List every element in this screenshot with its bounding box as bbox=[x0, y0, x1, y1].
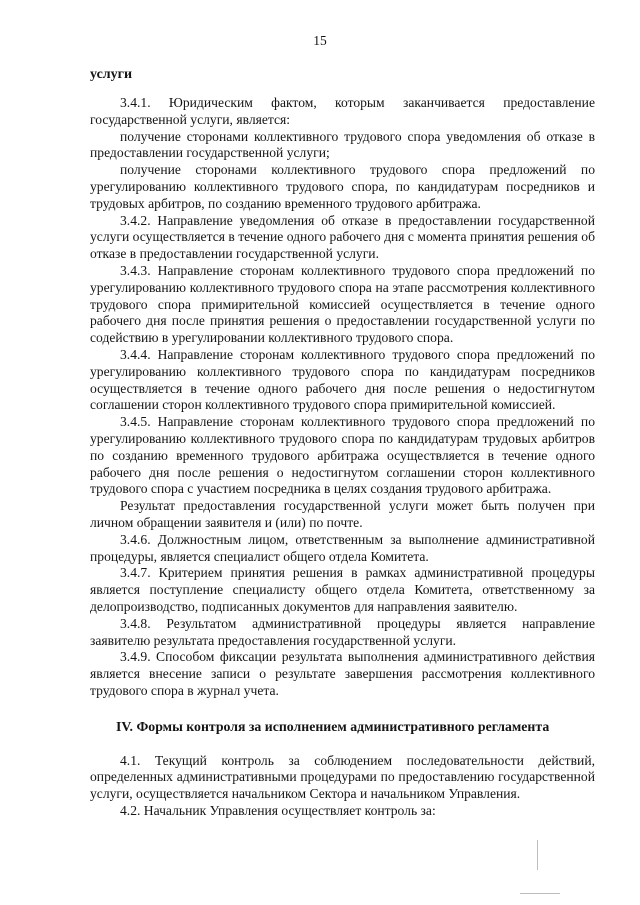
paragraph-3-4-1: 3.4.1. Юридическим фактом, которым заканчивается предоставление государственной услуги, является: bbox=[90, 95, 595, 127]
paragraph-3-4-9: 3.4.9. Способом фиксации результата выполнения административного действия является внесение записи о результате завершения рассмотрения коллективного трудового спора в журнал учета. bbox=[90, 649, 595, 698]
scan-artifact-line-bottom bbox=[520, 893, 560, 894]
paragraph-result: Результат предоставления государственной услуги может быть получен при личном обращении заявителя и (или) по почте. bbox=[90, 498, 595, 530]
paragraph-3-4-7: 3.4.7. Критерием принятия решения в рамках административной процедуры является поступление специалисту общего отдела Комитета, ответственному за делопроизводство, подписанных документов для направления заявителю. bbox=[90, 565, 595, 614]
continued-heading: услуги bbox=[90, 67, 133, 82]
paragraph-3-4-6: 3.4.6. Должностным лицом, ответственным за выполнение административной процедуры, является специалист общего отдела Комитета. bbox=[90, 531, 595, 564]
paragraph-3-4-8: 3.4.8. Результатом административной процедуры является направление заявителю результата предоставления государственной услуги. bbox=[90, 615, 595, 648]
paragraph-3-4-3: 3.4.3. Направление сторонам коллективного трудового спора предложений по урегулированию коллективного трудового спора на этапе рассмотрения коллективного трудового спора примирительной комиссией осуществляется в течение одного рабочего дня после принятия решения о предоставлении государственной услуги по содействию в урегулировании коллективного трудового спора. bbox=[90, 262, 595, 346]
document-body bbox=[90, 66, 595, 820]
paragraph-3-4-4: 3.4.4. Направление сторонам коллективного трудового спора предложений по урегулированию коллективного трудового спора по кандидатурам посредников осуществляется в течение одного рабочего дня после решения о недостигнутом соглашении сторон коллективного трудового спора примирительной комиссией. bbox=[90, 346, 595, 413]
page-number: 15 bbox=[313, 33, 327, 48]
paragraph-proposals: получение сторонами коллективного трудового спора предложений по урегулированию коллективного трудового спора, по кандидатурам посредников и трудовых арбитров, по созданию временного трудового арбитража. bbox=[90, 162, 595, 211]
scan-artifact-line bbox=[537, 840, 538, 870]
section-heading-iv: IV. Формы контроля за исполнением административного регламента bbox=[116, 718, 550, 734]
paragraph-3-4-2: 3.4.2. Направление уведомления об отказе в предоставлении государственной услуги осуществляется в течение одного рабочего дня с момента принятия решения об отказе в предоставлении государственной услуги. bbox=[90, 212, 595, 262]
paragraph-4-1: 4.1. Текущий контроль за соблюдением последовательности действий, определенных административными процедурами по предоставлению государственной услуги, осуществляется начальником Сектора и начальником Управления. bbox=[90, 752, 595, 802]
paragraph-refusal-notice: получение сторонами коллективного трудового спора уведомления об отказе в предоставлении государственной услуги; bbox=[90, 128, 595, 161]
paragraph-4-2: 4.2. Начальник Управления осуществляет контроль за: bbox=[120, 803, 436, 819]
paragraph-3-4-5: 3.4.5. Направление сторонам коллективного трудового спора предложений по урегулированию коллективного трудового спора по кандидатурам трудовых арбитров по созданию временного трудового арбитража осуществляется в течение одного рабочего дня после решения о недостигнутом соглашении сторон коллективного трудового спора с участием посредника в целях создания трудового арбитража. bbox=[90, 414, 595, 497]
